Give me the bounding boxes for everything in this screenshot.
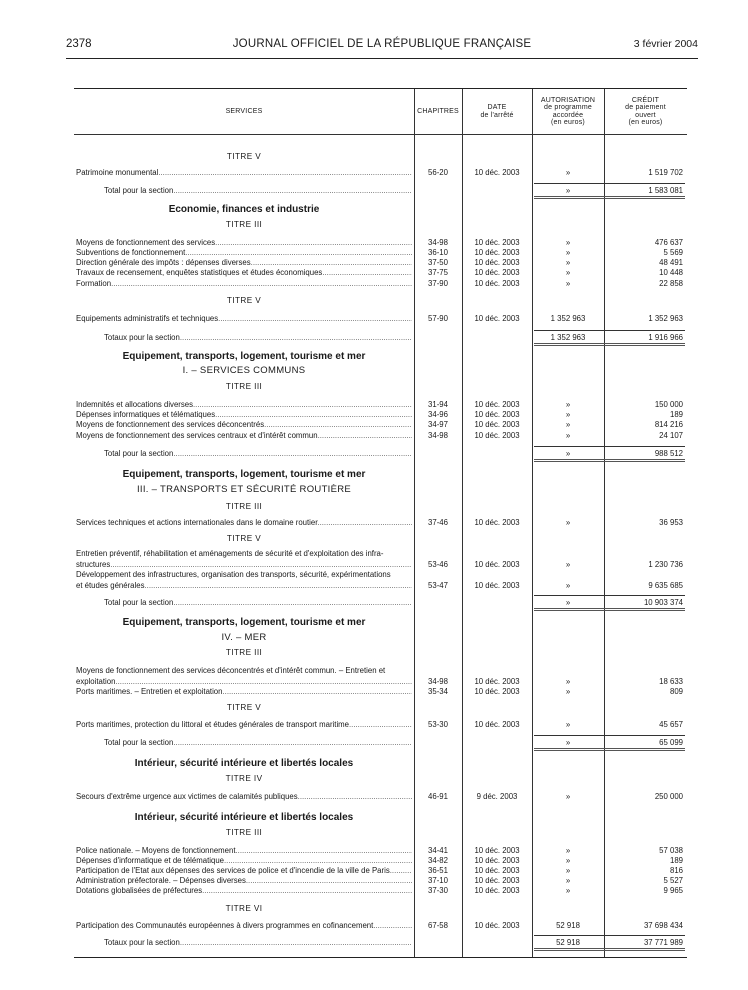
autorisation-cell: » xyxy=(565,449,571,458)
ministry-heading: Economie, finances et industrie xyxy=(168,204,320,215)
autorisation-cell: » xyxy=(565,720,571,729)
credit-cell: 1 519 702 xyxy=(648,168,683,177)
autorisation-cell: » xyxy=(565,677,571,686)
chapter-cell: 34-97 xyxy=(428,420,448,429)
autorisation-cell: » xyxy=(565,410,571,419)
total-double-rule xyxy=(534,196,685,199)
credit-cell: 809 xyxy=(669,687,683,696)
total-double-rule xyxy=(534,608,685,611)
autorisation-cell: » xyxy=(565,268,571,277)
titre-heading: TITRE III xyxy=(225,382,263,391)
total-rule xyxy=(534,330,685,331)
autorisation-cell: » xyxy=(565,560,571,569)
col-autorisation-label: AUTORISATION xyxy=(540,96,596,104)
table-row xyxy=(74,719,687,730)
credit-cell: 37 771 989 xyxy=(643,938,683,947)
row-label: Total pour la section ..... xyxy=(104,448,412,459)
credit-cell: 5 569 xyxy=(663,248,683,257)
chapter-cell: 53-47 xyxy=(428,581,448,590)
autorisation-cell: 52 918 xyxy=(556,921,580,930)
date-cell: 10 déc. 2003 xyxy=(474,720,520,729)
chapter-cell: 34-98 xyxy=(428,238,448,247)
credit-cell: 57 038 xyxy=(659,846,683,855)
autorisation-cell: » xyxy=(565,400,571,409)
row-label: et études générales ..... xyxy=(76,580,412,591)
table-row-continued xyxy=(74,569,687,580)
row-label: Formation ..... xyxy=(76,278,412,289)
date-cell: 9 déc. 2003 xyxy=(476,792,518,801)
date-cell: 10 déc. 2003 xyxy=(474,279,520,288)
credit-cell: 1 583 081 xyxy=(648,186,683,195)
titre-heading: TITRE IV xyxy=(225,774,263,783)
total-row xyxy=(74,332,687,343)
table-row xyxy=(74,580,687,591)
table-row-continued xyxy=(74,665,687,676)
date-cell: 10 déc. 2003 xyxy=(474,248,520,257)
col-date xyxy=(462,89,532,134)
header-rule xyxy=(66,58,698,59)
autorisation-cell: 1 352 963 xyxy=(550,333,586,342)
table-row xyxy=(74,419,687,430)
table-row xyxy=(74,278,687,289)
table-header xyxy=(74,89,687,135)
chapter-cell: 37-30 xyxy=(428,886,448,895)
col-credit-sub: ouvert xyxy=(635,111,656,119)
total-rule xyxy=(534,595,685,596)
credit-cell: 65 099 xyxy=(659,738,683,747)
credit-cell: 48 491 xyxy=(659,258,683,267)
row-label: Dépenses informatiques et télématiques ..... xyxy=(76,409,412,420)
row-label: Indemnités et allocations diverses ..... xyxy=(76,399,412,410)
credit-cell: 814 216 xyxy=(654,420,683,429)
section-heading: III. – TRANSPORTS ET SÉCURITÉ ROUTIÈRE xyxy=(136,484,352,495)
credits-table xyxy=(74,88,687,958)
titre-heading: TITRE VI xyxy=(225,904,263,913)
chapter-cell: 35-34 xyxy=(428,687,448,696)
date-cell: 10 déc. 2003 xyxy=(474,866,520,875)
credit-cell: 816 xyxy=(669,866,683,875)
section-heading: I. – SERVICES COMMUNS xyxy=(182,365,306,376)
autorisation-cell: » xyxy=(565,792,571,801)
autorisation-cell: » xyxy=(565,518,571,527)
date-cell: 10 déc. 2003 xyxy=(474,560,520,569)
chapter-cell: 53-46 xyxy=(428,560,448,569)
credit-cell: 36 953 xyxy=(659,518,683,527)
row-label: Moyens de fonctionnement des services déconcentrés ..... xyxy=(76,419,412,430)
table-row xyxy=(74,885,687,896)
credit-cell: 988 512 xyxy=(654,449,683,458)
total-double-rule xyxy=(534,948,685,951)
date-cell: 10 déc. 2003 xyxy=(474,420,520,429)
date-cell: 10 déc. 2003 xyxy=(474,168,520,177)
col-chapitres-label: CHAPITRES xyxy=(417,107,459,115)
col-credit-label: CRÉDIT xyxy=(631,96,660,104)
row-label: Police nationale. – Moyens de fonctionnement ..... xyxy=(76,845,412,856)
autorisation-cell: » xyxy=(565,186,571,195)
col-services-label: SERVICES xyxy=(225,107,263,115)
titre-heading: TITRE III xyxy=(225,502,263,511)
credit-cell: 189 xyxy=(669,410,683,419)
chapter-cell: 46-91 xyxy=(428,792,448,801)
credit-cell: 189 xyxy=(669,856,683,865)
autorisation-cell: 52 918 xyxy=(556,938,580,947)
row-label: Participation des Communautés européennes à divers programmes en cofinancement ..... xyxy=(76,920,412,931)
titre-heading: TITRE III xyxy=(225,220,263,229)
titre-heading: TITRE III xyxy=(225,648,263,657)
row-label: Patrimoine monumental ..... xyxy=(76,167,412,178)
table-row xyxy=(74,920,687,931)
total-row xyxy=(74,448,687,459)
row-label: Services techniques et actions internationales dans le domaine routier ..... xyxy=(76,517,412,528)
autorisation-cell: » xyxy=(565,598,571,607)
table-row xyxy=(74,267,687,278)
autorisation-cell: » xyxy=(565,876,571,885)
chapter-cell: 34-96 xyxy=(428,410,448,419)
col-autorisation-sub: de programme xyxy=(544,104,592,111)
row-label: Subventions de fonctionnement ..... xyxy=(76,247,412,258)
chapter-cell: 53-30 xyxy=(428,720,448,729)
journal-title: JOURNAL OFFICIEL DE LA RÉPUBLIQUE FRANÇAISE xyxy=(232,38,532,50)
autorisation-cell: » xyxy=(565,846,571,855)
chapter-cell: 56-20 xyxy=(428,168,448,177)
publication-date: 3 février 2004 xyxy=(633,38,698,50)
credit-cell: 9 965 xyxy=(663,886,683,895)
chapter-cell: 31-94 xyxy=(428,400,448,409)
autorisation-cell: » xyxy=(565,168,571,177)
date-cell: 10 déc. 2003 xyxy=(474,314,520,323)
autorisation-cell: » xyxy=(565,687,571,696)
col-date-sub: de l'arrêté xyxy=(480,111,514,119)
page-number: 2378 xyxy=(66,38,92,50)
row-label: Moyens de fonctionnement des services centraux et d'intérêt commun ..... xyxy=(76,430,412,441)
total-double-rule xyxy=(534,343,685,346)
titre-heading: TITRE V xyxy=(226,703,262,712)
credit-cell: 10 448 xyxy=(659,268,683,277)
col-autorisation-sub: (en euros) xyxy=(551,119,585,126)
total-row xyxy=(74,737,687,748)
date-cell: 10 déc. 2003 xyxy=(474,876,520,885)
col-autorisation-sub: accordée xyxy=(552,111,584,119)
chapter-cell: 57-90 xyxy=(428,314,448,323)
credit-cell: 5 527 xyxy=(663,876,683,885)
autorisation-cell: » xyxy=(565,238,571,247)
chapter-cell: 34-41 xyxy=(428,846,448,855)
credit-cell: 24 107 xyxy=(659,431,683,440)
date-cell: 10 déc. 2003 xyxy=(474,581,520,590)
total-double-rule xyxy=(534,459,685,462)
credit-cell: 37 698 434 xyxy=(643,921,683,930)
row-label-line: Entretien préventif, réhabilitation et aménagements de sécurité et d'exploitation des infra- xyxy=(76,549,384,558)
chapter-cell: 36-51 xyxy=(428,866,448,875)
chapter-cell: 34-82 xyxy=(428,856,448,865)
chapter-cell: 34-98 xyxy=(428,431,448,440)
credit-cell: 22 858 xyxy=(659,279,683,288)
row-label: Participation de l'Etat aux dépenses des services de police et d'incendie de la ville de Paris ..... xyxy=(76,865,412,876)
chapter-cell: 37-10 xyxy=(428,876,448,885)
chapter-cell: 34-98 xyxy=(428,677,448,686)
row-label: exploitation ..... xyxy=(76,676,412,687)
table-row-continued xyxy=(74,548,687,559)
row-label-line: Moyens de fonctionnement des services déconcentrés et d'intérêt commun. – Entretien et xyxy=(76,666,386,675)
chapter-cell: 37-46 xyxy=(428,518,448,527)
col-services xyxy=(74,89,414,134)
table-row xyxy=(74,791,687,802)
autorisation-cell: » xyxy=(565,886,571,895)
titre-heading: TITRE V xyxy=(226,152,262,161)
table-row xyxy=(74,167,687,178)
total-rule xyxy=(534,446,685,447)
total-double-rule xyxy=(534,748,685,751)
date-cell: 10 déc. 2003 xyxy=(474,238,520,247)
credit-cell: 1 352 963 xyxy=(648,314,683,323)
row-label: Totaux pour la section ..... xyxy=(104,332,412,343)
ministry-heading: Intérieur, sécurité intérieure et libertés locales xyxy=(134,812,354,823)
col-autorisation xyxy=(532,89,604,134)
autorisation-cell: » xyxy=(565,431,571,440)
row-label: Totaux pour la section ..... xyxy=(104,937,412,948)
autorisation-cell: » xyxy=(565,866,571,875)
total-rule xyxy=(534,735,685,736)
date-cell: 10 déc. 2003 xyxy=(474,846,520,855)
row-label: Direction générale des impôts : dépenses diverses ..... xyxy=(76,257,412,268)
table-row xyxy=(74,430,687,441)
col-credit-sub: (en euros) xyxy=(628,119,663,126)
date-cell: 10 déc. 2003 xyxy=(474,431,520,440)
row-label: Travaux de recensement, enquêtes statistiques et études économiques ..... xyxy=(76,267,412,278)
chapter-cell: 37-50 xyxy=(428,258,448,267)
credit-cell: 9 635 685 xyxy=(648,581,683,590)
credit-cell: 18 633 xyxy=(659,677,683,686)
total-rule xyxy=(534,183,685,184)
page-header xyxy=(66,38,698,54)
col-credit xyxy=(604,89,687,134)
date-cell: 10 déc. 2003 xyxy=(474,400,520,409)
autorisation-cell: 1 352 963 xyxy=(550,314,586,323)
total-row xyxy=(74,597,687,608)
titre-heading: TITRE V xyxy=(226,296,262,305)
table-row xyxy=(74,313,687,324)
credit-cell: 45 657 xyxy=(659,720,683,729)
chapter-cell: 37-75 xyxy=(428,268,448,277)
date-cell: 10 déc. 2003 xyxy=(474,886,520,895)
total-row xyxy=(74,185,687,196)
autorisation-cell: » xyxy=(565,856,571,865)
date-cell: 10 déc. 2003 xyxy=(474,856,520,865)
credit-cell: 150 000 xyxy=(654,400,683,409)
col-date-label: DATE xyxy=(487,104,507,111)
row-label: Secours d'extrême urgence aux victimes de calamités publiques ..... xyxy=(76,791,412,802)
col-credit-sub: de paiement xyxy=(625,104,666,111)
date-cell: 10 déc. 2003 xyxy=(474,410,520,419)
row-label: structures ..... xyxy=(76,559,412,570)
row-label: Dépenses d'informatique et de télématique ..... xyxy=(76,855,412,866)
row-label: Administration préfectorale. – Dépenses diverses ..... xyxy=(76,875,412,886)
date-cell: 10 déc. 2003 xyxy=(474,268,520,277)
chapter-cell: 36-10 xyxy=(428,248,448,257)
autorisation-cell: » xyxy=(565,738,571,747)
credit-cell: 476 637 xyxy=(654,238,683,247)
row-label: Ports maritimes. – Entretien et exploitation ..... xyxy=(76,686,412,697)
row-label-line: Développement des infrastructures, organisation des transports, sécurité, expérimentations xyxy=(76,570,391,579)
credit-cell: 10 903 374 xyxy=(643,598,683,607)
credit-cell: 1 916 966 xyxy=(648,333,683,342)
row-label: Total pour la section ..... xyxy=(104,597,412,608)
ministry-heading: Intérieur, sécurité intérieure et libertés locales xyxy=(134,758,354,769)
chapter-cell: 67-58 xyxy=(428,921,448,930)
titre-heading: TITRE III xyxy=(225,828,263,837)
autorisation-cell: » xyxy=(565,258,571,267)
row-label: Moyens de fonctionnement des services ..... xyxy=(76,237,412,248)
date-cell: 10 déc. 2003 xyxy=(474,677,520,686)
total-row xyxy=(74,937,687,948)
row-label: Total pour la section ..... xyxy=(104,737,412,748)
credit-cell: 250 000 xyxy=(654,792,683,801)
autorisation-cell: » xyxy=(565,420,571,429)
autorisation-cell: » xyxy=(565,248,571,257)
row-label: Dotations globalisées de préfectures ..... xyxy=(76,885,412,896)
date-cell: 10 déc. 2003 xyxy=(474,921,520,930)
total-rule xyxy=(534,935,685,936)
date-cell: 10 déc. 2003 xyxy=(474,687,520,696)
ministry-heading: Equipement, transports, logement, tourisme et mer xyxy=(122,617,366,628)
row-label: Ports maritimes, protection du littoral et études générales de transport maritime ..... xyxy=(76,719,412,730)
ministry-heading: Equipement, transports, logement, tourisme et mer xyxy=(122,469,366,480)
date-cell: 10 déc. 2003 xyxy=(474,258,520,267)
chapter-cell: 37-90 xyxy=(428,279,448,288)
row-label: Equipements administratifs et techniques ..... xyxy=(76,313,412,324)
ministry-heading: Equipement, transports, logement, tourisme et mer xyxy=(122,351,366,362)
date-cell: 10 déc. 2003 xyxy=(474,518,520,527)
table-row xyxy=(74,517,687,528)
titre-heading: TITRE V xyxy=(226,534,262,543)
row-label: Total pour la section ..... xyxy=(104,185,412,196)
table-row xyxy=(74,686,687,697)
credit-cell: 1 230 736 xyxy=(648,560,683,569)
col-chapitres xyxy=(414,89,462,134)
autorisation-cell: » xyxy=(565,581,571,590)
section-heading: IV. – MER xyxy=(221,632,267,643)
autorisation-cell: » xyxy=(565,279,571,288)
